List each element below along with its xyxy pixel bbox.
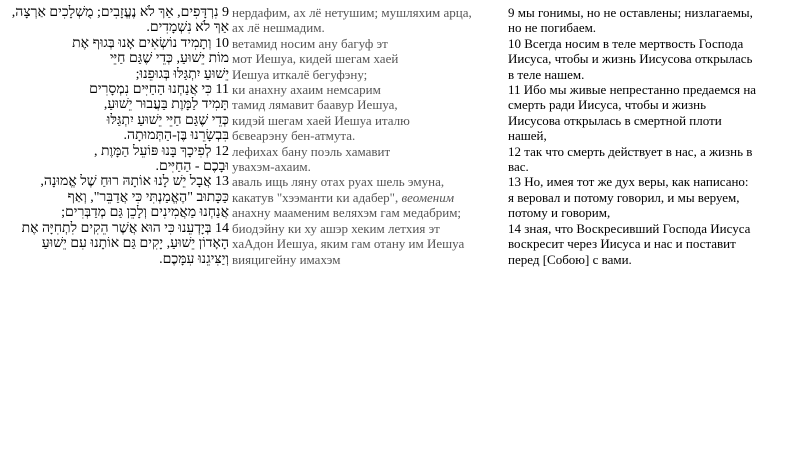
russian-line: 10 Всегда носим в теле мертвость Господа xyxy=(508,35,744,51)
russian-line: потому и говорим, xyxy=(508,205,611,221)
russian-line: перед [Собою] с вами. xyxy=(508,251,632,267)
transliteration-line-text: ки анахну ахаим немсарим xyxy=(232,82,381,98)
hebrew-line: בִּבְשָׂרֵנוּ בֶּן-הַתְּמוּתָה. xyxy=(123,128,229,144)
russian-line: нашей, xyxy=(508,128,547,144)
hebrew-line: מוֹת יֵשׁוּעַ, כְּדֵי שֶׁגַּם חַיֵּי xyxy=(109,51,229,67)
transliteration-line xyxy=(232,144,502,159)
hebrew-line: 11 כִּי אֲנַחְנוּ הַחַיִּים נִמְסָרִים xyxy=(89,82,229,98)
hebrew-line: אַךְ לֹא נִשְׁמָדִים. xyxy=(146,20,229,36)
transliteration-line xyxy=(232,51,502,66)
transliteration-line-text: тамид лямавит баавур Иешуа, xyxy=(232,97,398,113)
hebrew-line: כְּדֵי שֶׁגַּם חַיֵּי יֵשׁוּעַ יִתְגַּלּוּ xyxy=(106,112,229,128)
transliteration-line-text: кидэй шегам хаей Иешуа италю xyxy=(232,112,410,128)
transliteration-line-text: биодэйну ки ху ашэр хеким летхия эт xyxy=(232,220,440,236)
transliteration-line xyxy=(232,221,502,236)
transliteration-line xyxy=(232,36,502,51)
russian-line: Иисусова открылась в смертной плоти xyxy=(508,112,722,128)
transliteration-line-text: какатув "хээманти ки адабер", xyxy=(232,189,402,205)
transliteration-line xyxy=(232,128,502,143)
transliteration-line-text: анахну мааменим веляхэм гам медабрим; xyxy=(232,205,462,221)
hebrew-line: יֵשׁוּעַ יִתְגַּלּוּ בְּגוּפֵנוּ; xyxy=(135,66,229,82)
russian-line: 11 Ибо мы живые непрестанно предаемся на xyxy=(508,82,757,98)
russian-line: 13 Но, имея тот же дух веры, как написано: xyxy=(508,174,749,190)
russian-line: 12 так что смерть действует в нас, а жизнь в xyxy=(508,143,753,159)
russian-column xyxy=(508,5,796,267)
hebrew-column xyxy=(0,5,233,267)
transliteration-line xyxy=(232,20,502,35)
hebrew-line: הָאָדוֹן יֵשׁוּעַ, יָקִים גַּם אוֹתָנוּ עִם יֵשׁוּעַ xyxy=(41,236,229,252)
transliteration-line-text: хаАдон Иешуа, яким гам отану им Иешуа xyxy=(232,236,465,252)
transliteration-line xyxy=(232,97,502,112)
hebrew-line: 12 לְפִיכָךְ בָּנוּ פּוֹעֵל הַמָּוֶת , xyxy=(93,143,229,159)
transliteration-line xyxy=(232,174,502,189)
transliteration-line xyxy=(232,67,502,82)
transliteration-line xyxy=(232,82,502,97)
transliteration-line-text: увахэм-ахаим. xyxy=(232,159,311,175)
transliteration-line-text: аваль ищь ляну отах руах шель эмуна, xyxy=(232,174,445,190)
hebrew-line: תָּמִיד לַמָּוֶת בַּעֲבוּר יֵשׁוּעַ, xyxy=(103,97,229,113)
hebrew-line: וְיַצִּיגֵנוּ עִמָּכֶם. xyxy=(159,251,229,267)
hebrew-line: כַּכָּתוּב "הֶאֱמַנְתִּי כִּי אֲדַבֵּר", וְאַף xyxy=(67,189,229,205)
transliteration-line-text: бєвеарэну бен-атмута. xyxy=(232,128,356,144)
transliteration-line-text: нердафим, ах лё нетушим; мушляхим арца, xyxy=(232,5,472,20)
transliteration-line xyxy=(232,190,502,205)
hebrew-line: 13 אֲבָל יֵשׁ לָנוּ אוֹתָהּ רוּחַ שֶׁל אֱמוּנָה, xyxy=(40,174,229,190)
russian-line: но не погибаем. xyxy=(508,20,597,36)
transliteration-line-text: лефихах бану поэль хамавит xyxy=(232,143,391,159)
russian-line: вас. xyxy=(508,159,529,175)
transliteration-line xyxy=(232,5,502,20)
hebrew-line: וּבָכֶם - הַחַיִּים. xyxy=(155,159,229,175)
transliteration-line-text: ветамид носим ану багуф эт xyxy=(232,35,388,51)
russian-line: 14 зная, что Воскресивший Господа Иисуса xyxy=(508,220,751,236)
hebrew-line: 14 בְּיָדְעֵנוּ כִּי הוּא אֲשֶׁר הֵקִים לִתְחִיָּה אֶת xyxy=(21,220,229,236)
transliteration-line-italic: веоменим xyxy=(401,189,455,205)
transliteration-line xyxy=(232,159,502,174)
russian-line: смерть ради Иисуса, чтобы и жизнь xyxy=(508,97,707,113)
transliteration-column xyxy=(232,5,502,267)
russian-line: воскресит через Иисуса и нас и поставит xyxy=(508,236,736,252)
russian-line: 9 мы гонимы, но не оставлены; низлагаемы, xyxy=(508,5,753,20)
hebrew-line: 9 נִרְדָּפִים, אַךְ לֹא נֶעֱזָבִים; מֻשְׁלָכִים אַרְצָה, xyxy=(11,5,229,20)
transliteration-line xyxy=(232,113,502,128)
hebrew-line: 10 וְתָמִיד נוֹשְׂאִים אָנוּ בְּגוּף אֶת xyxy=(72,35,229,51)
transliteration-line-text: мот Иешуа, кидей шегам хаей xyxy=(232,51,399,67)
transliteration-line xyxy=(232,205,502,220)
russian-line: Иисуса, чтобы и жизнь Иисусова открылась xyxy=(508,51,753,67)
hebrew-line: אֲנַחְנוּ מַאֲמִינִים וְלָכֵן גַּם מְדַבְּרִים; xyxy=(61,205,229,221)
russian-line: в теле нашем. xyxy=(508,66,585,82)
transliteration-line-text: ах лё нешмадим. xyxy=(232,20,325,36)
russian-line: я веровал и потому говорил, и мы веруем, xyxy=(508,189,740,205)
transliteration-line-text: Иешуа иткалё бегуфэну; xyxy=(232,66,368,82)
transliteration-line xyxy=(232,252,502,267)
transliteration-line xyxy=(232,236,502,251)
transliteration-line-text: вияцигейну имахэм xyxy=(232,251,341,267)
